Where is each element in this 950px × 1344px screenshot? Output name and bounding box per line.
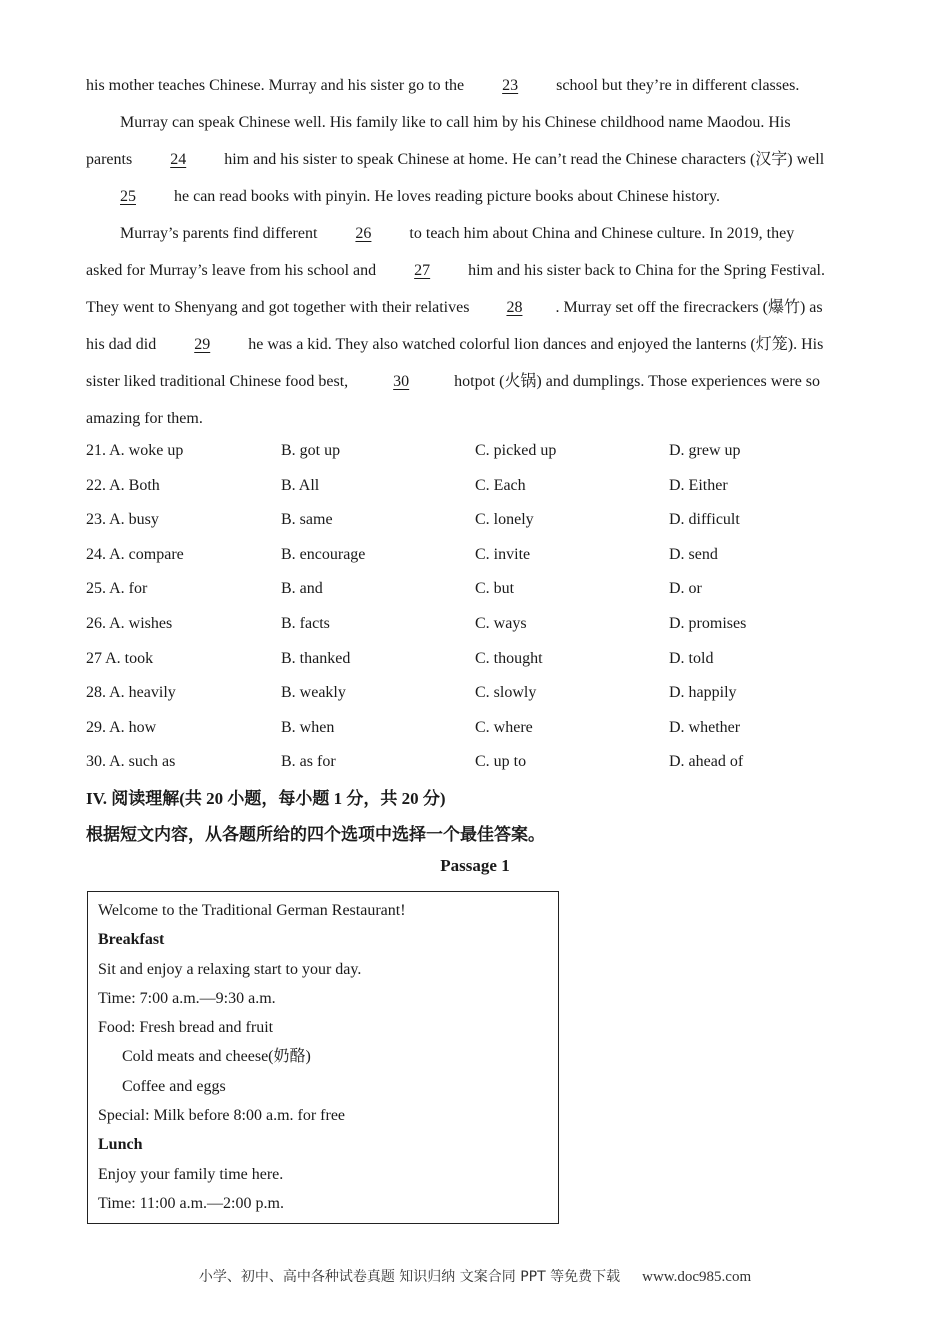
- menu-heading-breakfast: Breakfast: [98, 931, 165, 949]
- cloze-line: his mother teaches Chinese. Murray and his sister go to the 23 school but they’re in different classes.: [86, 67, 858, 104]
- blank-23: 23: [502, 77, 519, 94]
- blank-26: 26: [355, 225, 372, 242]
- section-title: IV. 阅读理解(共 20 小题，每小题 1 分，共 20 分): [86, 789, 446, 808]
- footer-text: 小学、初中、高中各种试卷真题 知识归纳 文案合同 PPT 等免费下载: [198, 1269, 621, 1285]
- menu-line: Special: Milk before 8:00 a.m. for free: [98, 1107, 346, 1125]
- blank-28: 28: [506, 299, 523, 316]
- menu-line: Cold meats and cheese(奶酪): [122, 1048, 311, 1066]
- menu-line: Welcome to the Traditional German Restaurant!: [98, 902, 406, 919]
- cloze-line: Murray can speak Chinese well. His family like to call him by his Chinese childhood name Maodou. His: [120, 114, 791, 131]
- option-row-23: 23. A. busy B. same C. lonely D. difficult: [86, 511, 740, 529]
- blank-30: 30: [393, 373, 410, 390]
- footer-url[interactable]: www.doc985.com: [642, 1269, 752, 1285]
- menu-line: Enjoy your family time here.: [98, 1165, 284, 1183]
- cloze-line: amazing for them.: [86, 410, 203, 427]
- option-row-30: 30. A. such as B. as for C. up to D. ahead of: [86, 753, 744, 771]
- menu-heading-lunch: Lunch: [98, 1136, 143, 1154]
- cloze-line: his dad did 29 he was a kid. They also watched colorful lion dances and enjoyed the lanterns (灯笼). His: [86, 326, 858, 363]
- option-row-24: 24. A. compare B. encourage C. invite D. send: [86, 545, 718, 563]
- menu-line: Food: Fresh bread and fruit: [98, 1019, 274, 1037]
- menu-line: Sit and enjoy a relaxing start to your day.: [98, 960, 362, 978]
- option-row-29: 29. A. how B. when C. where D. whether: [86, 718, 741, 736]
- option-row-28: 28. A. heavily B. weakly C. slowly D. happily: [86, 684, 737, 702]
- blank-27: 27: [414, 262, 431, 279]
- blank-24: 24: [170, 151, 187, 168]
- cloze-line: parents 24 him and his sister to speak Chinese at home. He can’t read the Chinese characters (汉字) well: [86, 141, 858, 178]
- options-list: [86, 436, 866, 782]
- menu-line: Coffee and eggs: [122, 1077, 226, 1095]
- restaurant-menu-box: [87, 891, 559, 1224]
- cloze-passage: [86, 67, 858, 437]
- cloze-line: Murray’s parents find different 26 to teach him about China and Chinese culture. In 2019, they: [86, 215, 858, 252]
- blank-25: 25: [120, 188, 136, 205]
- cloze-line: sister liked traditional Chinese food best, 30 hotpot (火锅) and dumplings. Those experiences were so: [86, 363, 858, 400]
- menu-line: Time: 11:00 a.m.—2:00 p.m.: [98, 1194, 284, 1212]
- passage-title: Passage 1: [440, 856, 510, 875]
- option-row-25: 25. A. for B. and C. but D. or: [86, 580, 702, 598]
- cloze-line: asked for Murray’s leave from his school and 27 him and his sister back to China for the Spring Festival.: [86, 252, 858, 289]
- page-footer: [0, 1266, 950, 1286]
- blank-29: 29: [194, 336, 211, 353]
- option-row-26: 26. A. wishes B. facts C. ways D. promises: [86, 614, 747, 632]
- menu-line: Time: 7:00 a.m.—9:30 a.m.: [98, 989, 276, 1007]
- section-instruction: 根据短文内容，从各题所给的四个选项中选择一个最佳答案。: [86, 825, 545, 845]
- option-row-27: 27 A. took B. thanked C. thought D. told: [86, 649, 714, 667]
- cloze-line: 25 he can read books with pinyin. He loves reading picture books about Chinese history.: [86, 178, 858, 215]
- cloze-line: They went to Shenyang and got together with their relatives 28 . Murray set off the firecrackers (爆竹) as: [86, 289, 858, 326]
- option-row-22: 22. A. Both B. All C. Each D. Either: [86, 476, 728, 494]
- option-row-21: 21. A. woke up B. got up C. picked up D. grew up: [86, 442, 741, 459]
